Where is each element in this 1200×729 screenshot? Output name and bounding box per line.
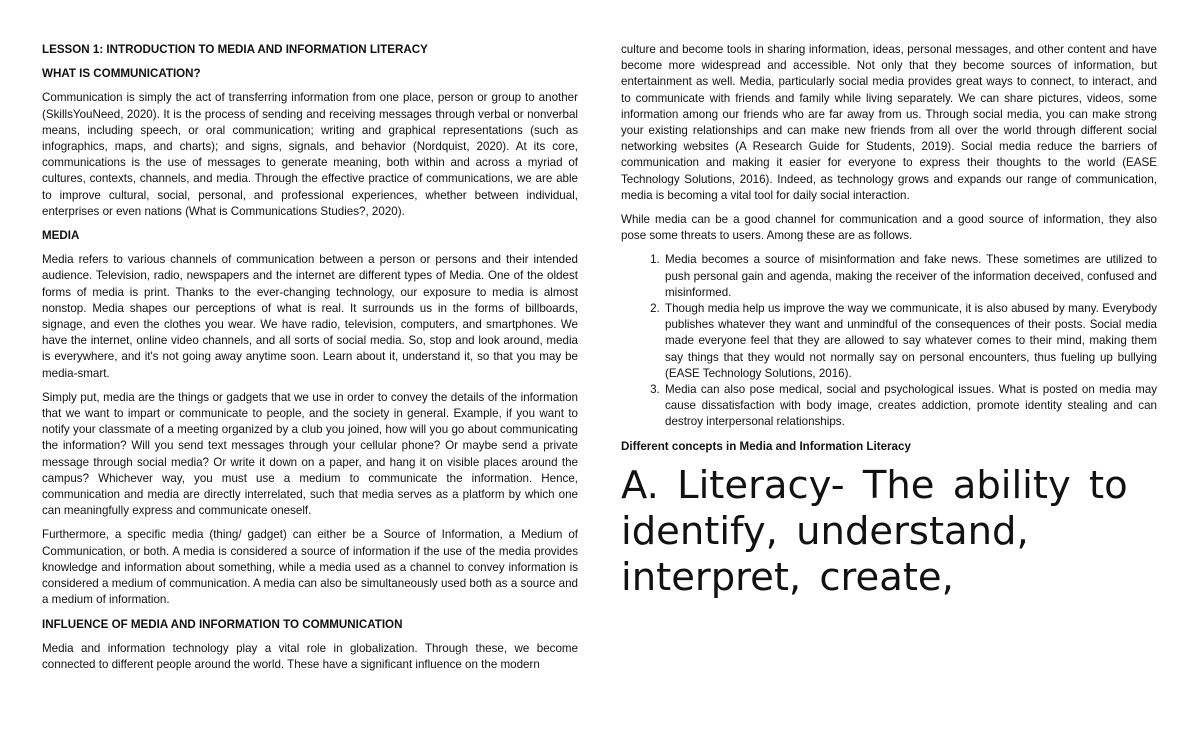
- list-item: 1. Media becomes a source of misinformation and fake news. These sometimes are utilized to push personal gain and agenda, making the receiver of the information deceived, confused and misinformed.: [663, 252, 1157, 301]
- lesson-title: LESSON 1: INTRODUCTION TO MEDIA AND INFORMATION LITERACY: [42, 43, 428, 56]
- what-is-communication-heading: WHAT IS COMMUNICATION?: [42, 67, 201, 81]
- continued-paragraph: culture and become tools in sharing information, ideas, personal messages, and other content and have become more widespread and accessible. Not only that they become sources of information, but entertainment as well. Media, particularly social media provides great ways to connect, to interact, and to communicate with friends and family while living separately. We can share pictures, videos, some information among our friends who are far away from us. Through social media, you can make strong your existing relationships and can make new friends from all over the world through different social networking websites (A Research Guide for Students, 2019). Social media reduce the barriers of communication and making it easier for everyone to express their thoughts to the world (EASE Technology Solutions, 2016). Indeed, as technology grows and expands our range of communication, media is becoming a vital tool for daily social interaction.: [621, 43, 1157, 202]
- influence-paragraph: Media and information technology play a vital role in globalization. Through these, we become connected to different people around the world. These have a significant influence on the modern: [42, 641, 578, 671]
- media-paragraph-2: Simply put, media are the things or gadgets that we use in order to convey the details of the information that we want to impart or communicate to people, and the society in general. Example, if you want to notify your classmate of a meeting organized by a club you joined, how will you go about communicating the information? Will you send text messages through your cellular phone? Or maybe send a private message through social media? Or write it down on a paper, and hang it on visible places around the campus? Whichever way, you must use a medium to communicate the information. Hence, communication and media are directly interrelated, such that media serves as a platform by which one can meaningfully express and communicate oneself.: [42, 390, 578, 518]
- list-item: 3. Media can also pose medical, social and psychological issues. What is posted on media may cause dissatisfaction with body image, creates addiction, promote identity stealing and can destroy interpersonal relationships.: [663, 382, 1157, 431]
- threats-intro: While media can be a good channel for communication and a good source of information, they also pose some threats to users. Among these are as follows.: [621, 213, 1157, 243]
- media-paragraph-3: Furthermore, a specific media (thing/ gadget) can either be a Source of Information, a Medium of Communication, or both. A media is considered a source of information if the use of the media provides knowledge and information about something, while a media used as a channel to convey information is considered a medium of communication. A media can also be simultaneously used both as a source and a medium of information.: [42, 528, 578, 607]
- media-heading: MEDIA: [42, 229, 80, 243]
- communication-paragraph: Communication is simply the act of transferring information from one place, person or group to another (SkillsYouNeed, 2020). It is the process of sending and receiving messages through verbal or nonverbal means, including speech, or oral communication; writing and graphical representations (such as infographics, maps, and charts); and signs, signals, and behavior (Nordquist, 2020). At its core, communications is the use of messages to generate meaning, both within and across a myriad of cultures, contexts, channels, and media. Through the effective practice of communications, we are able to improve cultural, social, personal, and professional experiences, whether between individual, enterprises or even nations (What is Communications Studies?, 2020).: [42, 91, 578, 218]
- concepts-heading: Different concepts in Media and Information Literacy: [621, 439, 911, 453]
- threats-list: [621, 252, 1157, 430]
- influence-heading: INFLUENCE OF MEDIA AND INFORMATION TO COMMUNICATION: [42, 617, 403, 631]
- literacy-definition: A. Literacy- The ability to identify, understand, interpret, create,: [621, 462, 1128, 600]
- left-column: [42, 42, 578, 681]
- media-paragraph-1: Media refers to various channels of communication between a person or persons and their intended audience. Television, radio, newspapers and the internet are different types of Media. One of the oldest forms of media is print. Thanks to the ever-changing technology, our exposure to media is almost nonstop. Media shapes our perceptions of what is real. It surrounds us in the forms of billboards, signage, and even the clothes you wear. We have radio, television, computers, and smartphones. We have the internet, online video channels, and all sorts of social media. So, stop and look around, media is everywhere, and it's not going away anytime soon. Learn about it, understand it, so that you may be media-smart.: [42, 253, 578, 380]
- right-column: [621, 42, 1157, 601]
- list-item: 2. Though media help us improve the way we communicate, it is also abused by many. Everybody publishes whatever they want and unmindful of the consequences of their posts. Social media made everyone feel that they are allowed to say whatever comes to their mind, making them say things that they would not normally say on personal encounters, thus fueling up bullying (EASE Technology Solutions, 2016).: [663, 301, 1157, 382]
